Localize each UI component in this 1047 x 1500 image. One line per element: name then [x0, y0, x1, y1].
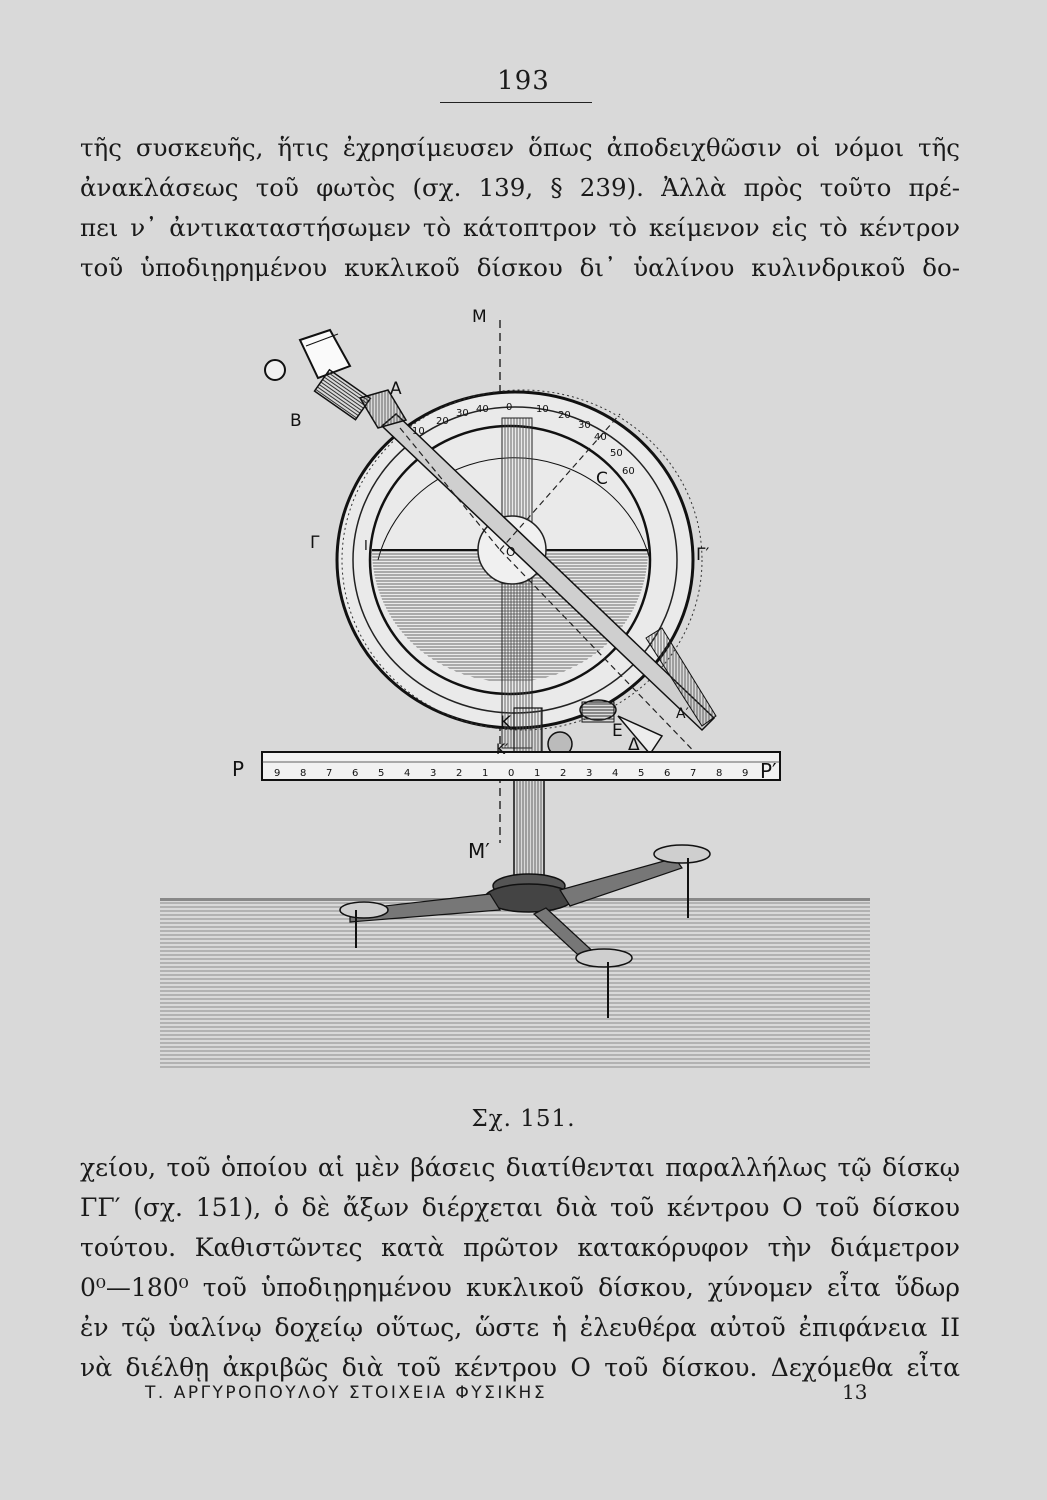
- disk-scale-tick: 40: [594, 432, 607, 443]
- ruler-tick: 9: [274, 768, 281, 779]
- text-line: πει ν᾽ ἀντικαταστήσωμεν τὸ κάτοπτρον τὸ κείμενον εἰς τὸ κέντρον: [80, 213, 960, 242]
- label-A-prime: Α′: [676, 706, 689, 722]
- text-line: ἐν τῷ ὑαλίνῳ δοχείῳ οὕτως, ὥστε ἡ ἐλευθέρα αὐτοῦ ἐπιφάνεια ΙΙ: [80, 1313, 960, 1342]
- text-line: τῆς συσκευῆς, ἥτις ἐχρησίμευσεν ὅπως ἀποδειχθῶσιν οἱ νόμοι τῆς: [80, 133, 960, 162]
- ruler-tick: 5: [378, 768, 385, 779]
- disk-scale-tick: 20: [558, 410, 571, 421]
- label-A: Α: [390, 379, 402, 399]
- ruler-tick: 5: [638, 768, 645, 779]
- ruler-tick: 8: [300, 768, 307, 779]
- label-K-prime: Κ′: [496, 742, 509, 758]
- label-O: O: [506, 545, 516, 559]
- label-G-prime: Γ′: [696, 545, 710, 565]
- disk-scale-tick: 0: [506, 402, 513, 413]
- ruler-tick: 4: [612, 768, 619, 779]
- figure-caption: Σχ. 151.: [471, 1106, 576, 1132]
- ruler-tick: 8: [716, 768, 723, 779]
- paragraph-top: [80, 128, 960, 288]
- ruler-tick: 9: [742, 768, 749, 779]
- ruler-tick: 1: [534, 768, 541, 779]
- label-E: Ε: [612, 721, 623, 741]
- label-G: Γ: [310, 533, 320, 553]
- label-P-prime: P′: [760, 759, 777, 783]
- ruler-tick: 3: [430, 768, 437, 779]
- disk-scale-tick: 50: [610, 448, 623, 459]
- disk-scale-tick: 10: [536, 404, 549, 415]
- optical-disk-apparatus-illustration: [150, 298, 910, 1090]
- table-surface: [160, 898, 870, 1068]
- text-line: τούτου. Καθιστῶντες κατὰ πρῶτον κατακόρυφον τὴν διάμετρον: [80, 1233, 960, 1262]
- disk-scale-tick: 40: [476, 404, 489, 415]
- ruler-tick: 2: [560, 768, 567, 779]
- footer-author-title: Τ. ΑΡΓΥΡΟΠΟΥΛΟΥ ΣΤΟΙΧΕΙΑ ΦΥΣΙΚΗΣ: [145, 1383, 548, 1403]
- horizontal-ruler: [262, 752, 780, 780]
- page-number: 193: [497, 66, 550, 96]
- label-C: C: [596, 469, 608, 489]
- disk-scale-tick: 30: [456, 408, 469, 419]
- ruler-tick: 2: [456, 768, 463, 779]
- footer-signature: 13: [842, 1380, 868, 1404]
- text-line: 0⁰—180⁰ τοῦ ὑποδιῃρημένου κυκλικοῦ δίσκου, χύνομεν εἶτα ὕδωρ: [80, 1273, 960, 1302]
- label-P: P: [232, 757, 245, 781]
- label-M-prime: M′: [468, 839, 490, 863]
- disk-scale-tick: 60: [622, 466, 635, 477]
- label-B: B: [290, 411, 302, 431]
- paragraph-bottom: [80, 1148, 960, 1388]
- text-line: νὰ διέλθῃ ἀκριβῶς διὰ τοῦ κέντρου Ο τοῦ δίσκου. Δεχόμεθα εἶτα: [80, 1353, 960, 1382]
- label-K: Κ: [500, 713, 512, 733]
- ruler-tick: 0: [508, 768, 515, 779]
- disk-scale-tick: 30: [578, 420, 591, 431]
- ruler-tick: 6: [664, 768, 671, 779]
- label-Delta: Δ: [628, 735, 640, 755]
- ruler-tick: 4: [404, 768, 411, 779]
- label-I: Ι: [364, 539, 368, 554]
- disk-scale-tick: 20: [436, 416, 449, 427]
- ruler-tick: 7: [326, 768, 333, 779]
- stand-column: [514, 780, 544, 876]
- disk-scale-tick: 10: [412, 426, 425, 437]
- ruler-tick: 1: [482, 768, 489, 779]
- text-line: ἀνακλάσεως τοῦ φωτὸς (σχ. 139, § 239). Ἀλλὰ πρὸς τοῦτο πρέ-: [80, 173, 960, 202]
- light-source-assembly: [265, 330, 406, 428]
- header-rule: [440, 102, 592, 103]
- label-M: M: [472, 307, 487, 327]
- text-line: χείου, τοῦ ὁποίου αἱ μὲν βάσεις διατίθενται παραλλήλως τῷ δίσκῳ: [80, 1153, 960, 1182]
- ruler-tick: 3: [586, 768, 593, 779]
- text-line: τοῦ ὑποδιῃρημένου κυκλικοῦ δίσκου δι᾽ ὑαλίνου κυλινδρικοῦ δο-: [80, 253, 960, 282]
- text-line: ΓΓ′ (σχ. 151), ὁ δὲ ἄξων διέρχεται διὰ τοῦ κέντρου Ο τοῦ δίσκου: [80, 1193, 960, 1222]
- ruler-tick: 7: [690, 768, 697, 779]
- ruler-tick: 6: [352, 768, 359, 779]
